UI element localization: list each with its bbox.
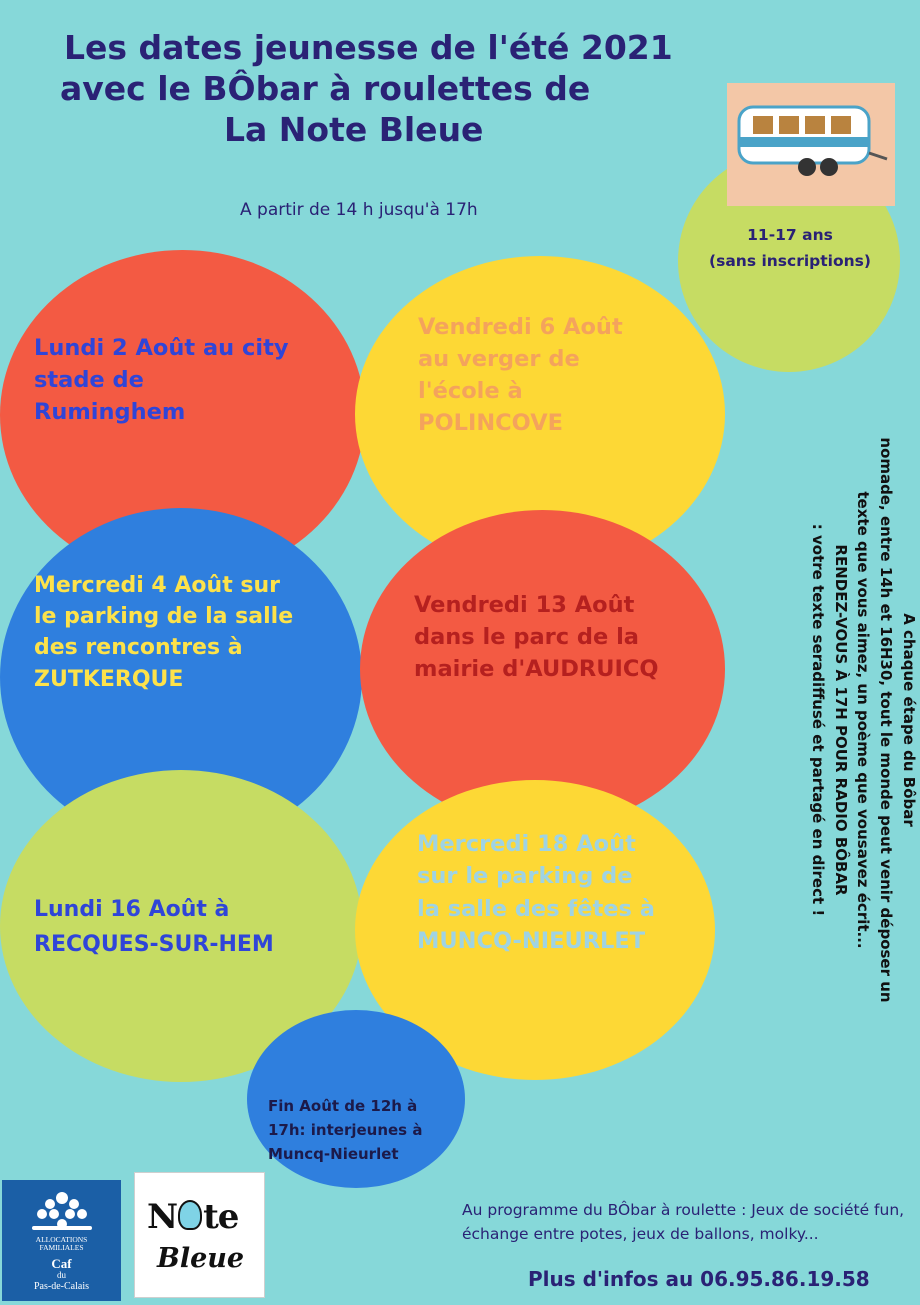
date-event-3-line: ZUTKERQUE: [34, 666, 184, 692]
side-note-line: texte que vous aimez, un poème que vousavez écrit...: [854, 491, 873, 949]
registration-note: (sans inscriptions): [709, 252, 871, 271]
program-description: Au programme du BÔbar à roulette : Jeux de société fun, échange entre potes, jeux de ballons, molky...: [462, 1201, 905, 1244]
date-event-2-line: Vendredi 6 Août: [418, 314, 623, 340]
caravan-illustration: [727, 83, 895, 206]
date-event-1-line: Ruminghem: [34, 398, 186, 425]
note-logo-n: N: [147, 1197, 178, 1237]
date-event-4-line: mairie d'AUDRUICQ: [414, 655, 659, 682]
date-event-2-line: au verger de: [418, 345, 580, 372]
date-event-7-line: Muncq-Nieurlet: [268, 1145, 399, 1163]
note-logo-te: te: [203, 1197, 239, 1237]
date-event-5-line: RECQUES-SUR-HEM: [34, 932, 274, 958]
date-event-1: [34, 333, 289, 429]
caf-text-2: FAMILIALES: [39, 1243, 84, 1253]
caf-text-4: du: [57, 1270, 66, 1281]
date-event-5-line: Lundi 16 Août à: [34, 897, 230, 922]
age-range: 11-17 ans: [747, 226, 833, 244]
date-event-4-line: dans le parc de la: [414, 623, 639, 650]
caf-text-5: Pas-de-Calais: [34, 1280, 89, 1292]
date-event-4-line: Vendredi 13 Août: [414, 592, 635, 618]
date-event-1-line: stade de: [34, 366, 144, 393]
date-event-6-line: la salle des fêtes à: [417, 895, 655, 922]
side-note-line: nomade, entre 14h et 16H30, tout le monde peut venir déposer un: [877, 437, 896, 1003]
date-event-3-line: Mercredi 4 Août sur: [34, 573, 280, 598]
age-badge: [680, 222, 900, 275]
title-line-2: avec le BÔbar à roulettes de: [60, 68, 591, 108]
date-event-7-line: Fin Août de 12h à: [268, 1097, 418, 1115]
date-event-2-line: l'école à: [418, 377, 523, 404]
date-event-2: [418, 312, 623, 440]
caravan-image: [727, 83, 895, 206]
date-event-6-line: MUNCQ-NIEURLET: [417, 928, 646, 955]
date-event-3-line: des rencontres à: [34, 635, 243, 661]
side-note-line: : votre texte seradiffusé et partagé en direct !: [808, 523, 827, 917]
note-bleue-logo: [134, 1172, 265, 1298]
date-event-5: [34, 892, 274, 962]
contact-phone: Plus d'infos au 06.95.86.19.58: [528, 1267, 870, 1291]
side-note: [780, 430, 920, 1010]
page-title: [40, 28, 700, 151]
date-event-6: [417, 828, 655, 958]
caf-text-1: ALLOCATIONS: [35, 1235, 88, 1244]
date-event-3-line: le parking de la salle: [34, 604, 294, 630]
side-note-line: A chaque étape du Bôbar: [900, 613, 918, 827]
title-line-3: La Note Bleue: [224, 109, 484, 149]
date-event-6-line: sur le parking de: [417, 863, 633, 890]
date-event-4: [414, 590, 659, 686]
lightbulb-icon: [178, 1200, 202, 1230]
subtitle-hours: A partir de 14 h jusqu'à 17h: [240, 200, 478, 220]
date-event-7-line: 17h: interjeunes à: [268, 1121, 423, 1139]
date-event-3: [34, 570, 293, 695]
date-event-2-line: POLINCOVE: [418, 409, 563, 436]
caf-logo: [2, 1180, 121, 1301]
date-event-1-line: Lundi 2 Août au city: [34, 335, 289, 361]
title-line-1: Les dates jeunesse de l'été 2021: [64, 28, 673, 67]
note-logo-bleue: Bleue: [157, 1243, 245, 1274]
caf-text-3: Caf: [51, 1255, 72, 1271]
side-note-line: RENDEZ-VOUS À 17H POUR RADIO BÔBAR: [831, 544, 850, 896]
date-event-7: [268, 1094, 422, 1166]
date-event-6-line: Mercredi 18 Août: [417, 831, 636, 857]
